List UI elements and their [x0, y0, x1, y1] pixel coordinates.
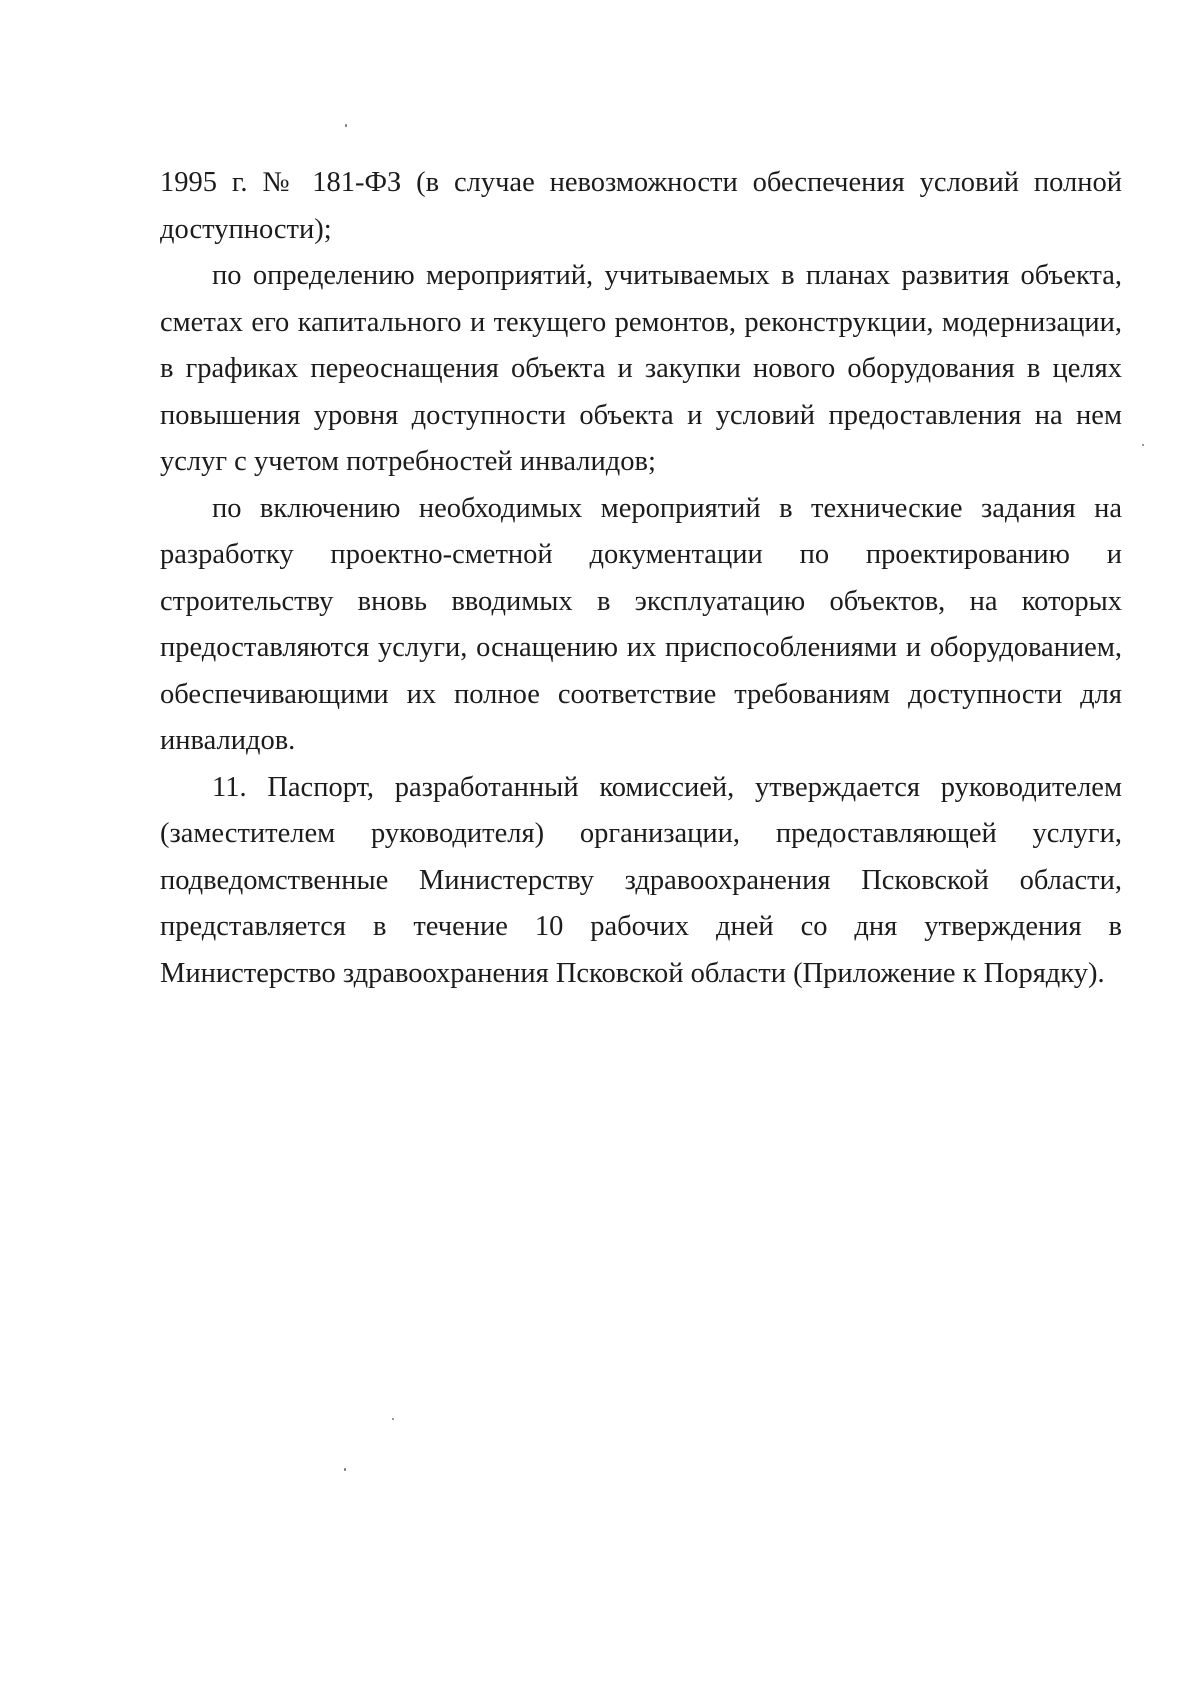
paragraph-planning-measures: по определению мероприятий, учитываемых в планах развития объекта, сметах его капитального и текущего ремонтов, реконструкции, модернизации, в графиках переоснащения объекта и закупки нового оборудования в целях повышения уровня доступности объекта и условий предоставления на нем услуг с учетом потребностей инвалидов;	[160, 260, 1122, 477]
scan-speck	[344, 1468, 346, 1471]
paragraph-continuation: 1995 г. № 181-ФЗ (в случае невозможности обеспечения условий полной доступности);	[160, 167, 1122, 245]
paragraph-item-11-passport: 11. Паспорт, разработанный комиссией, утверждается руководителем (заместителем руководителя) организации, предоставляющей услуги, подведомственные Министерству здравоохранения Псковской области, представляется в течение 10 рабочих дней со дня утверждения в Министерство здравоохранения Псковской области (Приложение к Порядку).	[160, 771, 1122, 989]
scan-speck	[1142, 444, 1144, 446]
scan-speck	[392, 1418, 394, 1420]
scan-speck	[345, 124, 347, 127]
paragraph-technical-requirements: по включению необходимых мероприятий в технические задания на разработку проектно-сметной документации по проектированию и строительству вновь вводимых в эксплуатацию объектов, на которых предоставляются услуги, оснащению их приспособлениями и оборудованием, обеспечивающими их полное соответствие требованиям доступности для инвалидов.	[160, 492, 1122, 756]
document-body	[160, 160, 1122, 997]
